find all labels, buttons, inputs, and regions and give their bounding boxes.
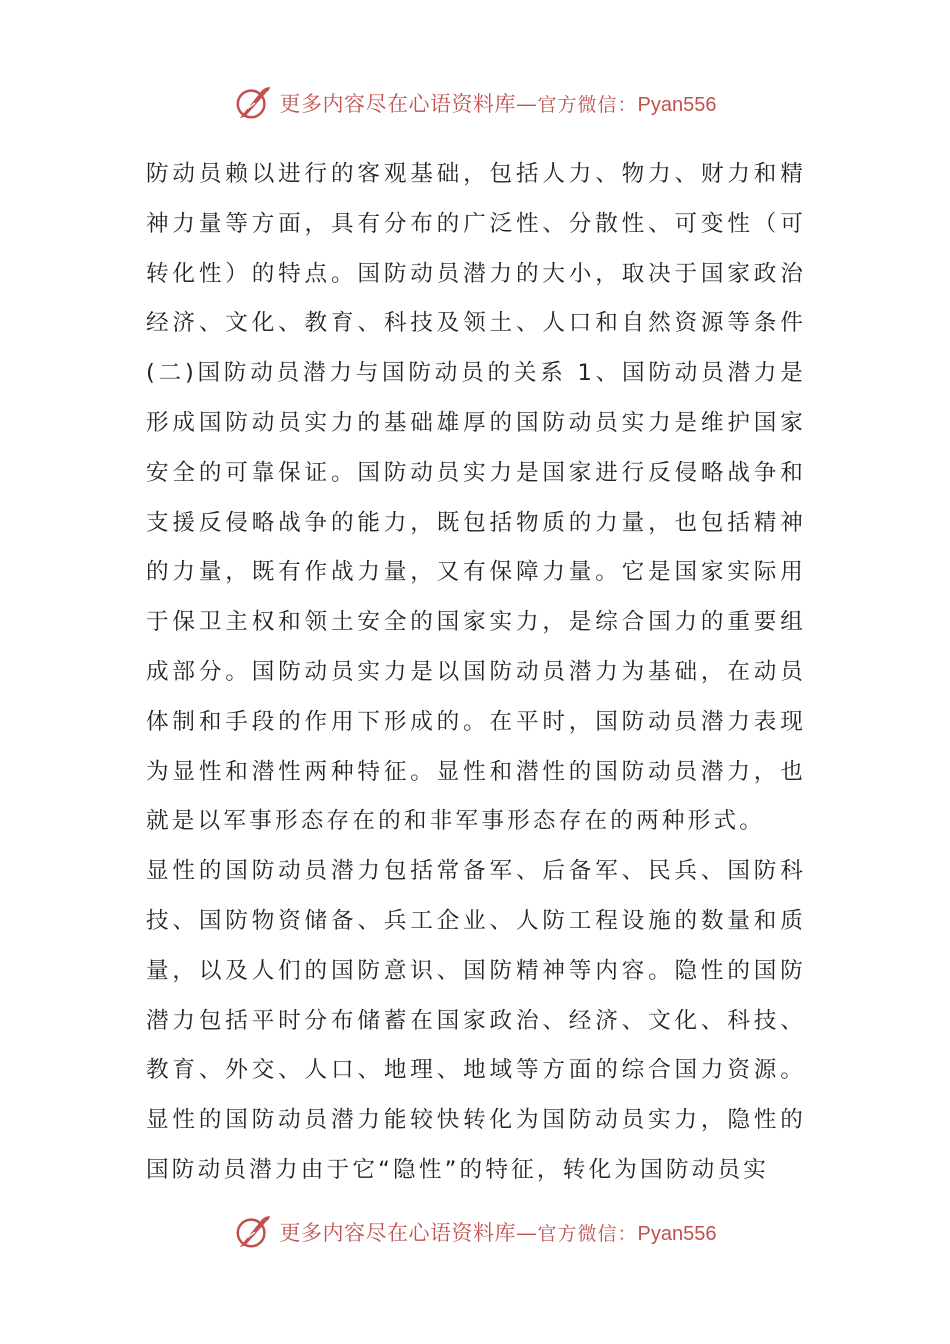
watermark-sub-text: 官方微信：: [537, 94, 638, 116]
watermark-sub-text: 官方微信：: [537, 1223, 638, 1245]
watermark-text: [280, 88, 717, 118]
watermark-wechat-id: Pyan556: [637, 94, 717, 116]
watermark-main-text: 更多内容尽在心语资料库: [279, 1221, 516, 1245]
watermark-text: [280, 1217, 717, 1247]
paragraph-2: 显性的国防动员潜力包括常备军、后备军、民兵、国防科技、国防物资储备、兵工企业、人防工程设施的数量和质量，以及人们的国防意识、国防精神等内容。隐性的国防潜力包括平时分布储蓄在国家政治、经济、文化、科技、教育、外交、人口、地理、地域等方面的综合国力资源。显性的国防动员潜力能较快转化为国防动员实力，隐性的国防动员潜力由于它“隐性”的特征，转化为国防动员实: [146, 858, 806, 1183]
footer-watermark: [0, 1208, 950, 1256]
paragraph-1: 防动员赖以进行的客观基础，包括人力、物力、财力和精神力量等方面，具有分布的广泛性、分散性、可变性（可转化性）的特点。国防动员潜力的大小，取决于国家政治经济、文化、教育、科技及领土、人口和自然资源等条件(二)国防动员潜力与国防动员的关系 1、国防动员潜力是形成国防动员实力的基础雄厚的国防动员实力是维护国家安全的可靠保证。国防动员实力是国家进行反侵略战争和支援反侵略战争的能力，既包括物质的力量，也包括精神的力量，既有作战力量，又有保障力量。它是国家实际用于保卫主权和领土安全的国家实力，是综合国力的重要组成部分。国防动员实力是以国防动员潜力为基础，在动员体制和手段的作用下形成的。在平时，国防动员潜力表现为显性和潜性两种特征。显性和潜性的国防动员潜力，也就是以军事形态存在的和非军事形态存在的两种形式。: [146, 161, 806, 835]
watermark-separator: —: [516, 1221, 538, 1245]
document-body: [146, 150, 806, 1196]
header-watermark: [0, 79, 950, 127]
watermark-main-text: 更多内容尽在心语资料库: [279, 92, 516, 116]
quill-logo-icon: [234, 1213, 272, 1251]
quill-logo-icon: [234, 84, 272, 122]
watermark-wechat-id: Pyan556: [637, 1223, 717, 1245]
watermark-separator: —: [516, 92, 538, 116]
